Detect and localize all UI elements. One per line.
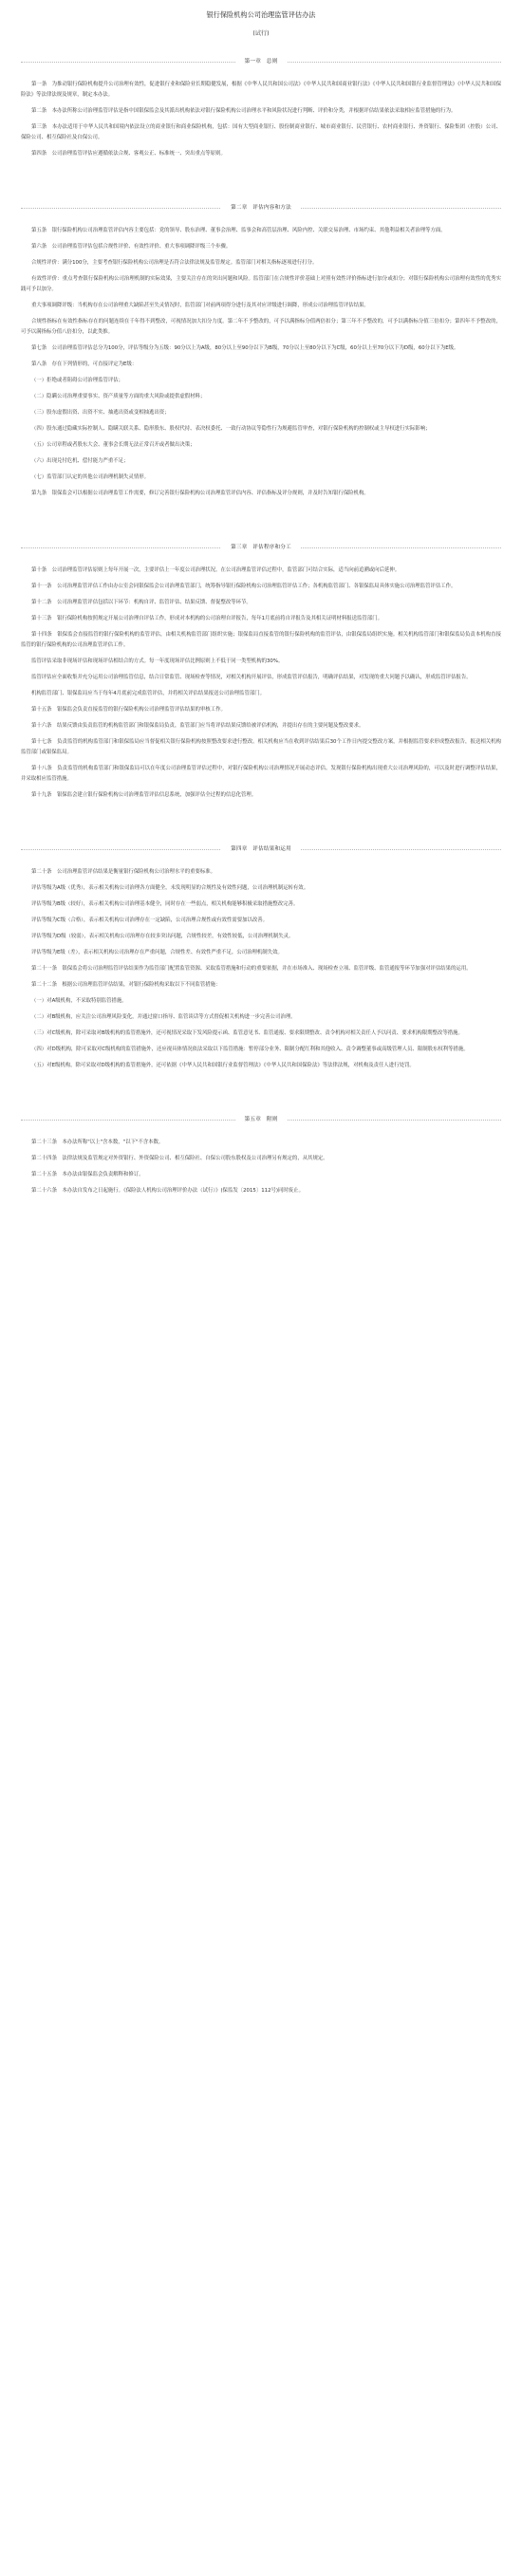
article-paragraph: 评估等级为D级（较弱），表示相关机构公司治理存在较多突出问题，合规性较差，有效性较低，公司治理机制失灵。 xyxy=(31,934,294,939)
article-paragraph: 第二十二条 根据公司治理监管评估结果，对银行保险机构采取以下不同监管措施： xyxy=(31,982,221,988)
article-paragraph: 第八条 存在下列情形的，可直接评定为E级： xyxy=(31,361,138,367)
article-paragraph: 评估等级为B级（较好），表示相关机构公司治理基本健全，同时存在一些弱点，相关机构能够积极采取措施整改完善。 xyxy=(31,901,299,907)
article-paragraph: 第二十条 公司治理监管评估结果是衡量银行保险机构公司治理水平的重要标准。 xyxy=(31,869,216,875)
article-paragraph: 第六条 公司治理监管评估包括合规性评价、有效性评价、重大事项调降评级三个步骤。 xyxy=(31,244,232,250)
article-paragraph: 第十五条 银保监会负责直接监管的银行保险机构公司治理监管评估结果的审核工作。 xyxy=(31,707,226,713)
article-paragraph: 第一条 为推动银行保险机构提升公司治理有效性，促进银行业和保险业长期稳健发展，根据《中华人民共和国公司法》《中华人民共和国商业银行法》《中华人民共和国银行业监督管理法》《中华人民共和国保险法》等法律法规及规章，制定本办法。 xyxy=(21,82,501,98)
article-paragraph: （五）公司章程或者股东大会、董事会长期无法正常召开或者做出决策； xyxy=(31,442,196,448)
article-paragraph: 监管评估采取非现场评估和现场评估相结合的方式。每一年度现场评估比例原则上不低于同一类型机构的30%。 xyxy=(31,658,284,664)
article-paragraph: 第四条 公司治理监管评估应遵循依法合规、客观公正、标准统一、突出重点等原则。 xyxy=(31,151,226,157)
article-paragraph: （二）对B级机构，应关注公司治理风险变化，并通过窗口指导、监管谈话等方式督促相关机构进一步完善公司治理。 xyxy=(31,1014,296,1020)
chapter-heading-label: 第一章 总则 xyxy=(235,57,288,66)
chapter-heading xyxy=(21,543,501,552)
article-paragraph: （一）对A级机构，不采取特别监管措施。 xyxy=(31,998,127,1004)
article-paragraph: 合规性评价：满分100分，主要考查银行保险机构公司治理是否符合法律法规及监管规定。监管部门对相关指标逐项进行打分。 xyxy=(31,260,318,266)
chapter-gap xyxy=(21,165,501,186)
article-paragraph: （六）出现兑付危机、偿付能力严重不足； xyxy=(31,458,129,464)
article-paragraph: （二）隐瞒公司治理重要事实、资产质量等方面的重大风险或提供虚假材料； xyxy=(31,394,206,399)
article-paragraph: 合规性指标在有效性指标存在的问题连续在千年得不到整改，可视情况加大扣分力度。第二年不予整改的，可予以满指标分值两倍扣分；第三年不予整改的，可予以满指标分值三倍扣分；第四年不予整改的，可予以满指标分值八倍扣分，以此类推。 xyxy=(21,319,501,335)
article-paragraph: 第十七条 负责监管的机构监管部门和银保监局应当督促相关银行保险机构按照整改要求进行整改。相关机构应当在收到评估结果后30个工作日内提交整改方案，并根据监管要求形成整改报告，报送相关机构监管部门或银保监局。 xyxy=(21,739,501,755)
chapter-heading-label: 第三章 评估程序和分工 xyxy=(221,543,301,552)
chapter-gap xyxy=(21,1077,501,1098)
article-paragraph: 评估等级为E级（差），表示相关机构公司治理存在严重问题，合规性差、有效性严重不足，公司治理机制失效。 xyxy=(31,950,283,955)
article-paragraph: 第十四条 银保监会直接监管的银行保险机构的监管评估，由相关机构监管部门组织实施；银保监局直接监管的银行保险机构的监管评估，由银保监局组织实施。相关机构监管部门和银保监局负责本机构直接监管的银行保险机构的公司治理监管评估工作。 xyxy=(21,632,501,648)
article-paragraph: 第十九条 银保监会建立银行保险机构公司治理监管评估信息系统，加强评估全过程的信息化管理。 xyxy=(31,792,257,798)
article-paragraph: （四）股东通过隐藏实际控制人、隐瞒关联关系、隐形股东、股权代持、表决权委托、一致行动协议等隐性行为规避监管审查，对银行保险机构的控制权或主导权进行实际影响； xyxy=(31,426,431,432)
document-subtitle: (试行) xyxy=(252,30,270,37)
article-paragraph: 第二条 本办法所称公司治理监管评估是指中国银保监会及其派出机构依法对银行保险机构公司治理水平和风险状况进行判断、评价和分类，并根据评估结果依法采取相应监管措施的行为。 xyxy=(31,108,457,114)
chapter-heading-label: 第五章 附则 xyxy=(235,1115,288,1124)
article-paragraph: 第二十五条 本办法由银保监会负责解释和修订。 xyxy=(31,1172,144,1177)
article-paragraph: 监管评估应全面收集并充分运用公司治理监管信息，结合日常监管、现场检查等情况，对相关机构开展评估，形成监管评估报告，明确评估结果，对发现的重大问题予以确认，形成监管评估报告。 xyxy=(31,675,472,680)
article-paragraph: 第五条 银行保险机构公司治理监管评估内容主要包括：党的领导、股东治理、董事会治理、监事会和高管层治理、风险内控、关联交易治理、市场约束、其他利益相关者治理等方面。 xyxy=(31,228,446,233)
article-paragraph: 第十一条 公司治理监管评估工作由办公室会同银保监会公司治理监管部门，统筹指导银行保险机构公司治理监管评估工作；各机构监管部门、各银保监局具体实施公司治理监管评估工作。 xyxy=(31,584,457,589)
chapter-heading xyxy=(21,203,501,213)
article-paragraph: 第二十六条 本办法自发布之日起施行。《保险法人机构公司治理评价办法（试行）》(保监发〔2015〕112号)同时废止。 xyxy=(31,1188,304,1194)
article-paragraph: 第三条 本办法适用于中华人民共和国境内依法设立的商业银行和商业保险机构，包括：国有大型商业银行、股份制商业银行、城市商业银行、民营银行、农村商业银行、外资银行、保险集团（控股）公司、保险公司、相互保险社及自保公司。 xyxy=(21,124,501,140)
article-paragraph: 第九条 银保监会可以根据公司治理监管工作需要，修订完善银行保险机构公司治理监管评估内容、评估指标及评分规则，并及时告知银行保险机构。 xyxy=(31,491,369,496)
article-paragraph: （五）对E级机构，除可采取对D级机构的监管措施外，还可依据《中华人民共和国银行业监督管理法》《中华人民共和国保险法》等法律法规，对机构及责任人进行处罚。 xyxy=(31,1063,415,1068)
article-paragraph: 第十三条 银行保险机构按照规定开展公司治理自评估工作，形成对本机构的公司治理自评报告，每年1月底前将自评报告及其相关证明材料报送监管部门。 xyxy=(31,616,382,621)
article-paragraph: 有效性评价：重点考查银行保险机构公司治理机制的实际效果，主要关注存在的突出问题和风险。监管部门在合规性评价基础上对照有效性评价指标进行加分或扣分；对银行保险机构公司治理有效性的优秀实践可予以加分。 xyxy=(21,276,501,292)
article-paragraph: 第十六条 结果反馈由负责监管的机构监管部门和银保监局负责，监管部门应当将评估结果反馈给被评估机构，并提出存在的主要问题及整改要求。 xyxy=(31,723,364,729)
article-paragraph: 第二十四条 法律法规及监管规定对外资银行、外资保险公司、相互保险社、自保公司股东股权及公司治理另有规定的，从其规定。 xyxy=(31,1156,328,1161)
article-paragraph: （一）拒绝或者阻碍公司治理监管评估； xyxy=(31,378,124,383)
article-paragraph: （三）对C级机构，除可采取对B级机构的监管措施外，还可视情况采取下发风险提示函、监管意见书、监管通报、要求限期整改、责令机构对相关责任人予以问责、要求机构限期整改等措施。 xyxy=(31,1030,463,1036)
article-paragraph: （七）监管部门认定的其他公司治理机制失灵情形。 xyxy=(31,474,149,480)
article-paragraph: （三）股东虚假出资、出资不实、抽逃出资或变相抽逃出资； xyxy=(31,410,170,416)
chapter-heading-label: 第二章 评估内容和方法 xyxy=(221,203,301,213)
chapter-heading xyxy=(21,844,501,854)
chapter-gap xyxy=(21,505,501,526)
chapter-heading xyxy=(21,1115,501,1124)
chapter-heading-label: 第四章 评估结果和运用 xyxy=(221,844,301,854)
chapter-gap xyxy=(21,806,501,827)
article-paragraph: 第十八条 负责监管的机构监管部门和银保监局可以在年度公司治理监管评估过程中，对银行保险机构公司治理情况开展动态评估。发现银行保险机构出现重大公司治理风险的，可以及时进行调整评估结果，并采取相应监管措施。 xyxy=(21,766,501,782)
article-paragraph: （四）对D级机构，除可采取对C级机构的监管措施外，还应视具体情况依法采取以下监管措施：暂停部分业务、限制分配红利和其他收入、责令调整董事或高级管理人员、限制股东权利等措施。 xyxy=(31,1047,469,1052)
article-paragraph: 第七条 公司治理监管评估总分为100分，评估等级分为五级：90分以上为A级，80分以上至90分以下为B级，70分以上至80分以下为C级，60分以上至70分以下为D级，60分以下为E级。 xyxy=(31,345,459,351)
chapter-list xyxy=(21,57,501,1196)
article-paragraph: 机构监管部门、银保监局应当于每年4月底前完成监管评估，并将相关评估结果报送公司治理监管部门。 xyxy=(31,691,266,696)
article-paragraph: 第二十三条 本办法所称"以上"含本数，"以下"不含本数。 xyxy=(31,1140,164,1145)
article-paragraph: 第十条 公司治理监管评估原则上每年开展一次，主要评估上一年度公司治理状况。在公司治理监管评估过程中，监管部门可结合实际，适当向前追溯或向后延伸。 xyxy=(31,567,401,573)
article-paragraph: 重大事项调降评级：当机构存在公司治理重大缺陷甚至失灵情况时，监管部门对前两项得分进行及其对应评级进行调降，形成公司治理监管评估结果。 xyxy=(31,303,369,308)
article-paragraph: 评估等级为C级（合格），表示相关机构公司治理存在一定缺陷，公司治理合规性或有效性需要加以改善。 xyxy=(31,917,269,923)
article-paragraph: 评估等级为A级（优秀），表示相关机构公司治理各方面健全，未发现明显的合规性及有效性问题，公司治理机制运转有效。 xyxy=(31,885,309,891)
document-page xyxy=(0,0,522,1196)
document-title: 银行保险机构公司治理监管评估办法 xyxy=(206,10,316,19)
chapter-heading xyxy=(21,57,501,66)
article-paragraph: 第十二条 公司治理监管评估包括以下环节：机构自评、监管评估、结果反馈、督促整改等环节。 xyxy=(31,600,252,605)
article-paragraph: 第二十一条 银保监会将公司治理监管评估结果作为监管部门配置监管资源、采取监管措施和行动的重要依据，并在市场准入、现场检查立项、监管评级、监管通报等环节加强对评估结果的运用。 xyxy=(31,966,472,972)
